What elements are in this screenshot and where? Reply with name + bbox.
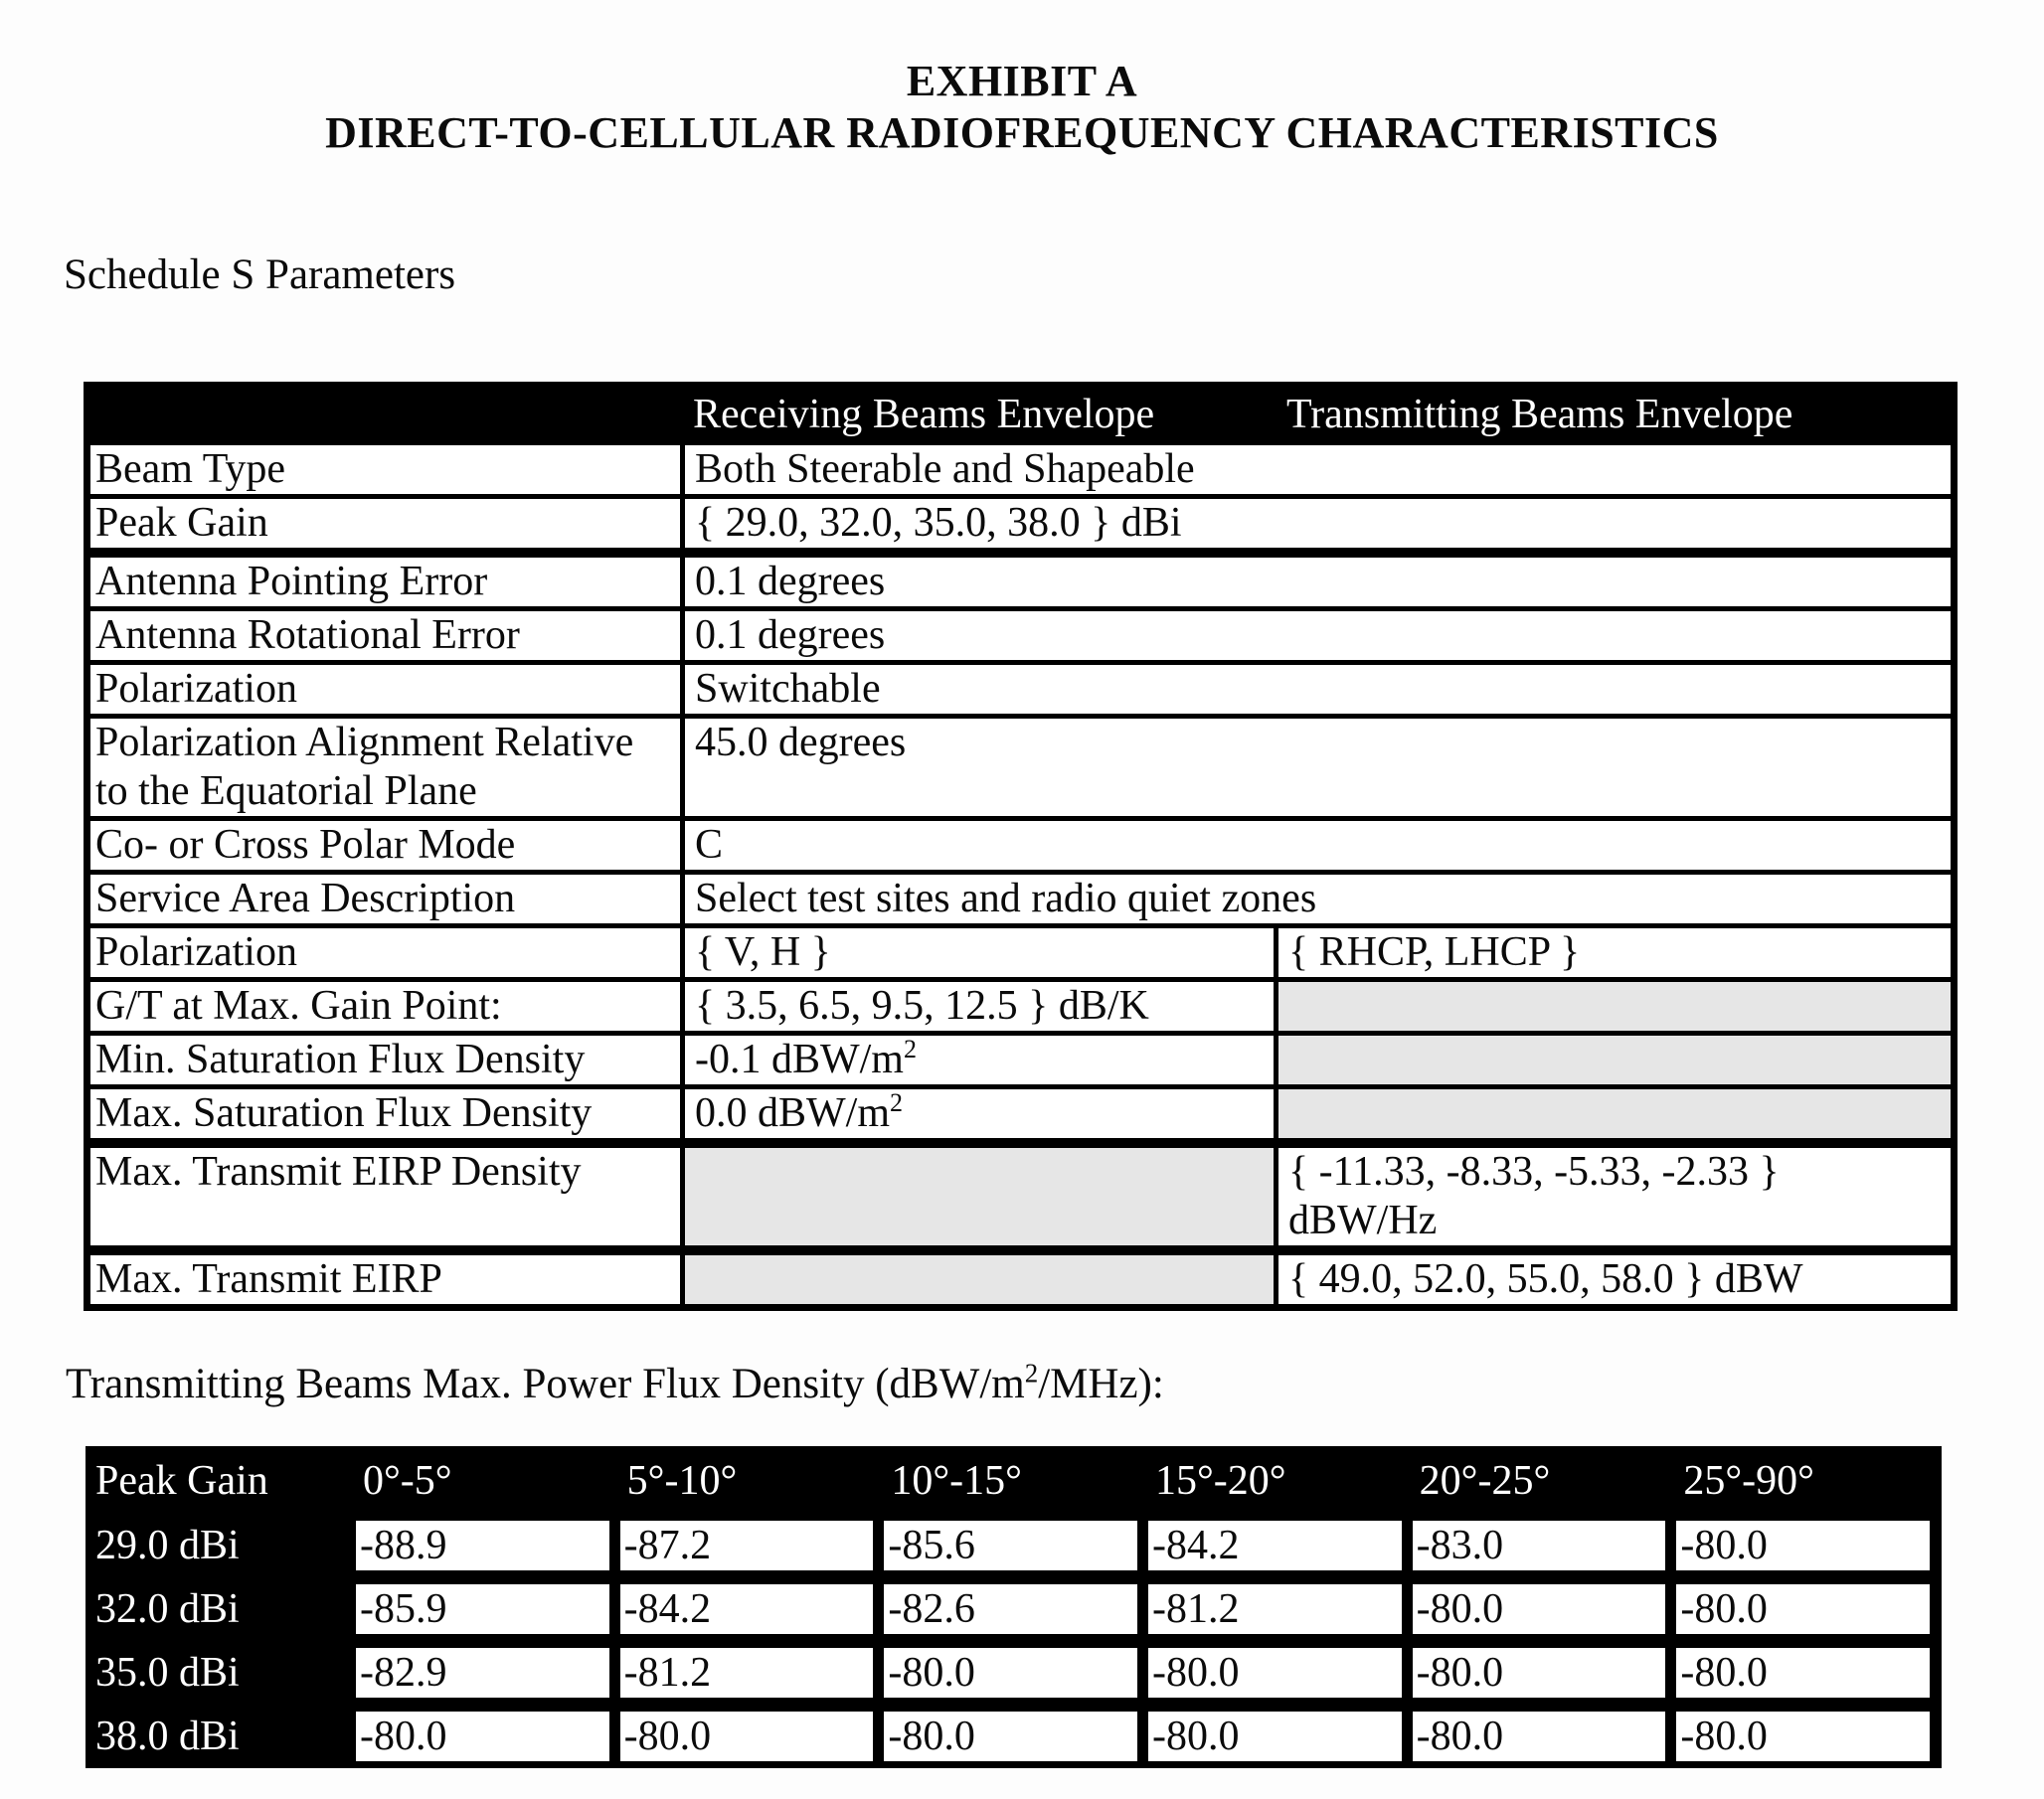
pfd-header-cell: Peak Gain — [85, 1452, 348, 1510]
pfd-value-cell: -82.9 — [353, 1645, 612, 1701]
param-label: Antenna Rotational Error — [87, 609, 683, 663]
param-label: Peak Gain — [87, 497, 683, 554]
param-value: 45.0 degrees — [683, 717, 1955, 819]
params-header-empty — [87, 386, 683, 443]
pfd-header-cell: 25°-90° — [1673, 1452, 1933, 1510]
param-value: Switchable — [683, 663, 1955, 717]
table-row — [87, 819, 1955, 873]
table-row — [87, 926, 1955, 980]
pfd-value-cell: -84.2 — [617, 1581, 877, 1637]
param-value: 0.1 degrees — [683, 553, 1955, 609]
receiving-value — [683, 1034, 1277, 1087]
table-row — [87, 443, 1955, 497]
pfd-value-cell: -84.2 — [1145, 1518, 1405, 1573]
superscript: 2 — [903, 1035, 917, 1063]
pfd-heading — [66, 1359, 2044, 1410]
value-text: 0.0 dBW/m — [695, 1090, 890, 1136]
pfd-header-cell: 0°-5° — [353, 1452, 612, 1510]
pfd-value-cell: -80.0 — [1410, 1645, 1669, 1701]
transmitting-value: { 49.0, 52.0, 55.0, 58.0 } dBW — [1277, 1250, 1955, 1308]
pfd-value-cell: -80.0 — [1145, 1709, 1405, 1764]
title-line-2: DIRECT-TO-CELLULAR RADIOFREQUENCY CHARACTERISTICS — [325, 108, 1719, 157]
table-row — [87, 1034, 1955, 1087]
pfd-header-cell: 20°-25° — [1410, 1452, 1669, 1510]
pfd-value-cell: -80.0 — [1673, 1709, 1933, 1764]
transmitting-value — [1277, 1143, 1955, 1250]
pfd-value-cell: -80.0 — [353, 1709, 612, 1764]
param-label: Polarization — [87, 926, 683, 980]
pfd-gain-cell: 38.0 dBi — [85, 1709, 348, 1764]
pfd-value-cell: -81.2 — [617, 1645, 877, 1701]
document-title — [0, 0, 2044, 159]
pfd-value-cell: -80.0 — [1673, 1645, 1933, 1701]
table-row — [87, 1087, 1955, 1144]
pfd-value-cell: -80.0 — [1673, 1581, 1933, 1637]
param-value: { 29.0, 32.0, 35.0, 38.0 } dBi — [683, 497, 1955, 554]
pfd-header-cell: 15°-20° — [1145, 1452, 1405, 1510]
shaded-empty-cell — [683, 1250, 1277, 1308]
pfd-heading-text: Transmitting Beams Max. Power Flux Density (dBW/m — [66, 1361, 1025, 1407]
pfd-value-cell: -80.0 — [881, 1645, 1140, 1701]
pfd-value-cell: -85.9 — [353, 1581, 612, 1637]
param-value: 0.1 degrees — [683, 609, 1955, 663]
table-row — [87, 609, 1955, 663]
pfd-value-cell: -85.6 — [881, 1518, 1140, 1573]
shaded-empty-cell — [683, 1143, 1277, 1250]
table-row — [87, 717, 1955, 819]
pfd-value-cell: -81.2 — [1145, 1581, 1405, 1637]
param-label: Beam Type — [87, 443, 683, 497]
table-row — [87, 980, 1955, 1034]
pfd-value-cell: -88.9 — [353, 1518, 612, 1573]
schedule-s-parameters-table — [84, 382, 1958, 1311]
params-header-receiving: Receiving Beams Envelope — [683, 386, 1277, 443]
value-line-2: dBW/Hz — [1288, 1198, 1438, 1243]
value-text: -0.1 dBW/m — [695, 1037, 904, 1082]
section-heading: Schedule S Parameters — [64, 251, 456, 298]
shaded-empty-cell — [1277, 1087, 1955, 1144]
pfd-value-cell: -87.2 — [617, 1518, 877, 1573]
table-row — [87, 1143, 1955, 1250]
param-label: G/T at Max. Gain Point: — [87, 980, 683, 1034]
param-label: Max. Saturation Flux Density — [87, 1087, 683, 1144]
pfd-header-cell: 5°-10° — [617, 1452, 877, 1510]
pfd-heading-text-end: /MHz): — [1038, 1361, 1164, 1407]
param-label: Antenna Pointing Error — [87, 553, 683, 609]
receiving-value: { 3.5, 6.5, 9.5, 12.5 } dB/K — [683, 980, 1277, 1034]
params-header-row — [87, 386, 1955, 443]
pfd-gain-cell: 35.0 dBi — [85, 1645, 348, 1701]
table-row — [87, 1250, 1955, 1308]
superscript: 2 — [1024, 1358, 1039, 1389]
param-label: Service Area Description — [87, 873, 683, 926]
param-value: Select test sites and radio quiet zones — [683, 873, 1955, 926]
pfd-value-cell: -80.0 — [1410, 1709, 1669, 1764]
param-label — [87, 717, 683, 819]
transmitting-value: { RHCP, LHCP } — [1277, 926, 1955, 980]
pfd-value-cell: -80.0 — [617, 1709, 877, 1764]
param-value: C — [683, 819, 1955, 873]
table-row — [87, 873, 1955, 926]
param-value: Both Steerable and Shapeable — [683, 443, 1955, 497]
table-row — [87, 497, 1955, 554]
shaded-empty-cell — [1277, 1034, 1955, 1087]
pfd-value-cell: -80.0 — [1410, 1581, 1669, 1637]
receiving-value — [683, 1087, 1277, 1144]
title-line-1: EXHIBIT A — [906, 57, 1138, 105]
pfd-value-cell: -80.0 — [881, 1709, 1140, 1764]
pfd-value-cell: -80.0 — [1145, 1645, 1405, 1701]
pfd-gain-cell: 29.0 dBi — [85, 1518, 348, 1573]
param-label: Co- or Cross Polar Mode — [87, 819, 683, 873]
table-row — [87, 663, 1955, 717]
param-label: Polarization — [87, 663, 683, 717]
param-label-line-2: to the Equatorial Plane — [95, 768, 477, 814]
pfd-value-cell: -82.6 — [881, 1581, 1140, 1637]
superscript: 2 — [890, 1088, 903, 1117]
value-line-1: { -11.33, -8.33, -5.33, -2.33 } — [1288, 1149, 1780, 1195]
pfd-table — [85, 1446, 1942, 1768]
pfd-value-cell: -83.0 — [1410, 1518, 1669, 1573]
params-header-transmitting: Transmitting Beams Envelope — [1277, 386, 1955, 443]
pfd-gain-cell: 32.0 dBi — [85, 1581, 348, 1637]
pfd-value-cell: -80.0 — [1673, 1518, 1933, 1573]
param-label: Max. Transmit EIRP — [87, 1250, 683, 1308]
pfd-header-cell: 10°-15° — [881, 1452, 1140, 1510]
param-label-line-1: Polarization Alignment Relative — [95, 720, 634, 765]
shaded-empty-cell — [1277, 980, 1955, 1034]
param-label: Max. Transmit EIRP Density — [87, 1143, 683, 1250]
param-label: Min. Saturation Flux Density — [87, 1034, 683, 1087]
receiving-value: { V, H } — [683, 926, 1277, 980]
table-row — [87, 553, 1955, 609]
